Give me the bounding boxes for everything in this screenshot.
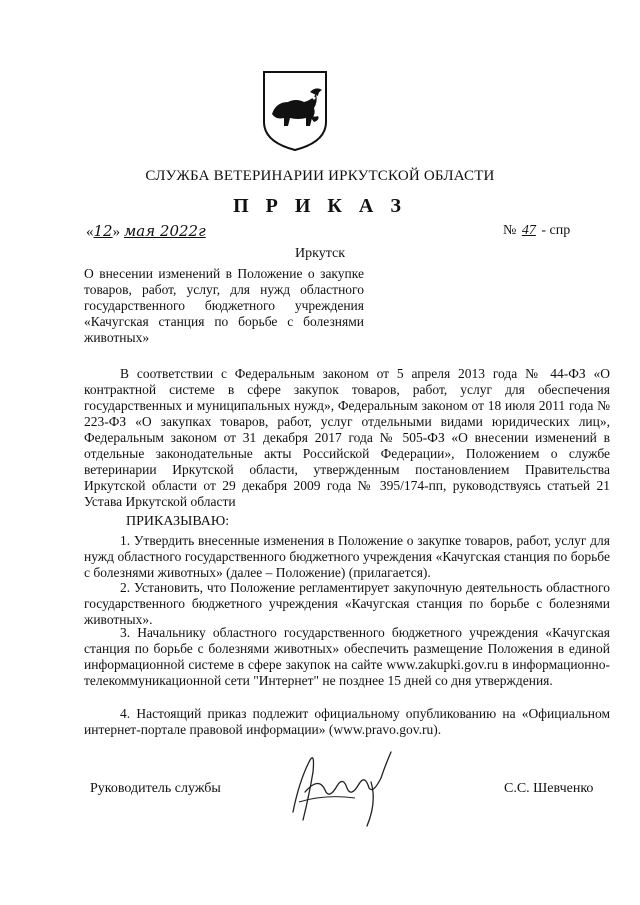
organization-name: СЛУЖБА ВЕТЕРИНАРИИ ИРКУТСКОЙ ОБЛАСТИ bbox=[145, 168, 495, 184]
date-month-year: мая 2022г bbox=[123, 222, 206, 240]
date-day: 12 bbox=[93, 222, 113, 240]
date-quote-close: » bbox=[112, 224, 121, 240]
coat-of-arms-icon bbox=[258, 68, 332, 154]
order-subject: О внесении изменений в Положение о закупке товаров, работ, услуг, для нужд областного государственного бюджетного учреждения «Качугская станция по борьбе с болезнями животных» bbox=[84, 266, 364, 345]
order-number bbox=[503, 223, 570, 239]
order-item-1: 1. Утвердить внесенные изменения в Положение о закупке товаров, работ, услуг для нужд областного государственного бюджетного учреждения «Качугская станция по борьбе с болезнями животных» (далее – Положение) (прилагается). bbox=[84, 533, 610, 580]
order-item-2: 2. Установить, что Положение регламентирует закупочную деятельность областного государственного бюджетного учреждения «Качугская станция по борьбе с болезнями животных». bbox=[84, 580, 610, 627]
number-prefix: № bbox=[503, 223, 517, 238]
city: Иркутск bbox=[294, 246, 346, 261]
signer-title: Руководитель службы bbox=[90, 781, 221, 796]
date-quote-open: « bbox=[86, 224, 94, 240]
document-type-title: П Р И К А З bbox=[233, 195, 407, 217]
preamble-paragraph: В соответствии с Федеральным законом от 5 апреля 2013 года № 44-ФЗ «О контрактной системе в сфере закупок товаров, работ, услуг для обеспечения государственных и муниципальных нужд», Федеральным законом от 18 июля 2011 года № 223-ФЗ «О закупках товаров, работ, услуг отдельными видами юридических лиц», Федеральным законом от 31 декабря 2017 года № 505-ФЗ «О внесении изменений в отдельные законодательные акты Российской Федерации», Положением о службе ветеринарии Иркутской области, утвержденным постановлением Правительства Иркутской области от 29 декабря 2009 года № 395/174-пп, руководствуясь статьей 21 Устава Иркутской области bbox=[84, 366, 610, 509]
number-value: 47 bbox=[521, 223, 536, 238]
handwritten-signature bbox=[285, 742, 405, 830]
number-suffix: - спр bbox=[541, 223, 571, 238]
decree-heading: ПРИКАЗЫВАЮ: bbox=[126, 514, 230, 529]
order-item-3: 3. Начальнику областного государственного бюджетного учреждения «Качугская станция по борьбе с болезнями животных» обеспечить размещение Положения в единой информационной системе в сфере закупок на сайте www.zakupki.gov.ru в информационно-телекоммуникационной сети "Интернет" не позднее 15 дней со дня утверждения. bbox=[84, 625, 610, 688]
signer-name: С.С. Шевченко bbox=[504, 781, 594, 796]
order-date bbox=[86, 222, 206, 241]
order-item-4: 4. Настоящий приказ подлежит официальному опубликованию на «Официальном интернет-портале правовой информации» (www.pravo.gov.ru). bbox=[84, 706, 610, 737]
